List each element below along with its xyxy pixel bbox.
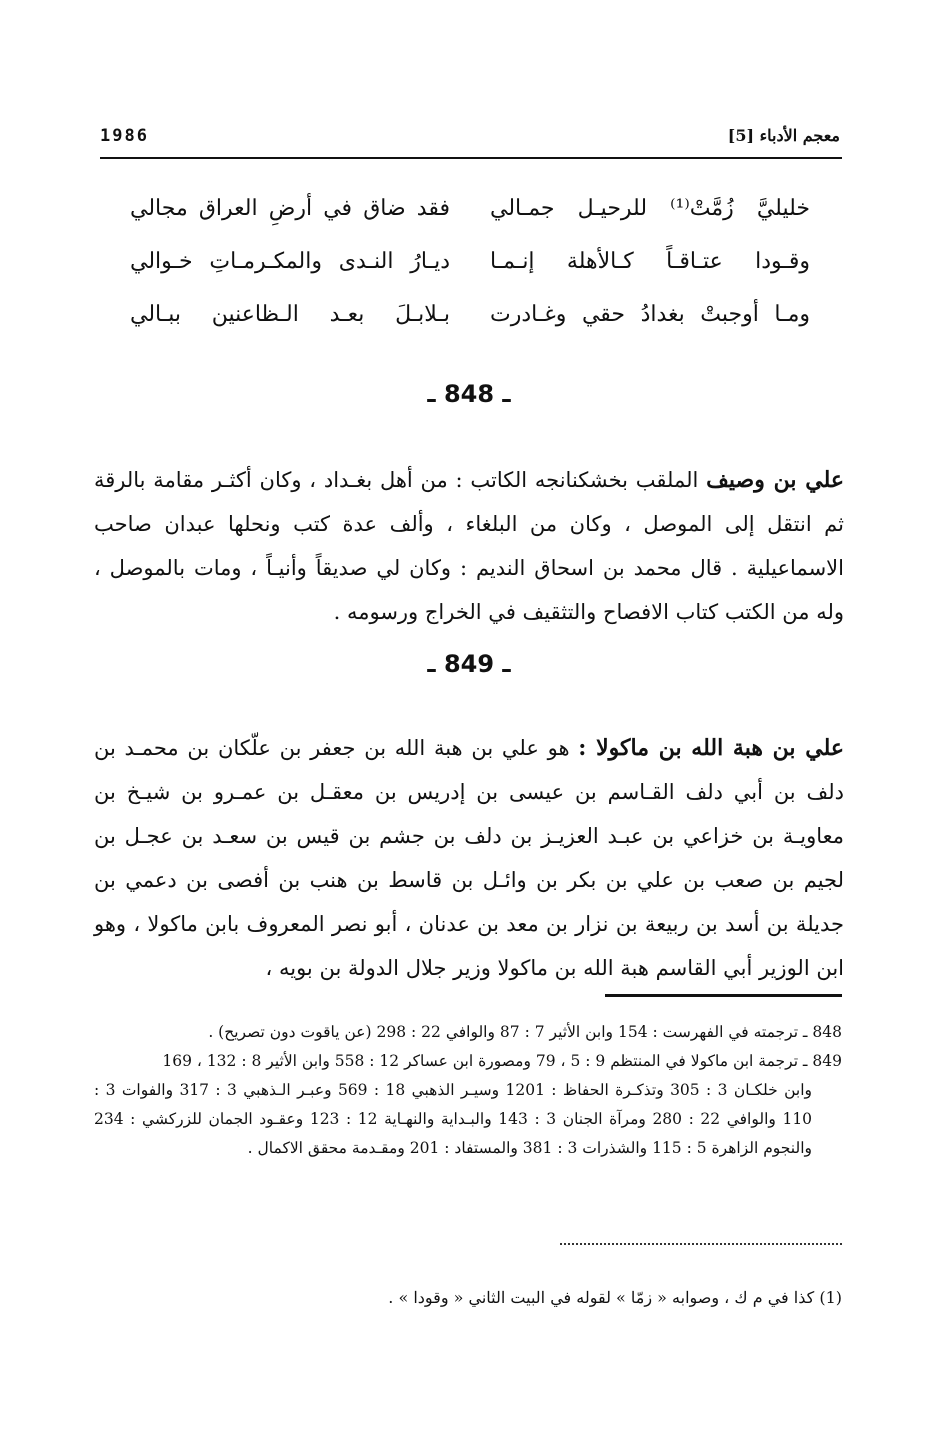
entry-body: الملقب بخشكنانجه الكاتب : من أهل بغـداد ، وكان أكثـر مقامة بالرقة ثم انتقل إلى الموصل ، وكان من البلغاء ، وألف عدة كتب ونحلها عبدان صاحب الاسماعيلية . قال محمد بن اسحاق النديم : وكان لي صديقاً وأنيـاً ، ومات بالموصل ، وله من الكتب كتاب الافصاح والتثقيف في الخراج ورسومه .: [94, 468, 844, 624]
book-title: معجم الأدباء [5]: [727, 126, 840, 145]
source-note: 849 ـ ترجمة ابن ماكولا في المنتظم 9 : 5 ، 79 ومصورة ابن عساكر 12 : 558 وابن الأثير 8 : 132 ، 169: [162, 1052, 842, 1070]
verse-first-hemistich: وقـودا عتـاقـاً كـالأهلة إنـمـا: [490, 249, 810, 274]
entry-text: [94, 726, 844, 990]
verse-first-hemistich: ومـا أوجبتْ بغدادُ حقي وغـادرت: [490, 302, 810, 327]
verse-second-hemistich: بـلابـلَ بعـد الـظاعنين ببـالي: [130, 302, 450, 327]
source-notes: [94, 1018, 842, 1163]
verse-second-hemistich: ديـارُ النـدى والمكـرمـاتِ خـوالي: [130, 249, 450, 274]
page-number: 1986: [100, 126, 149, 146]
source-note: 848 ـ ترجمته في الفهرست : 154 وابن الأثير 7 : 87 والوافي 22 : 298 (عن ياقوت دون تصريح) .: [208, 1023, 842, 1041]
entry-number: ـ 848 ـ: [427, 380, 511, 408]
entry-number: ـ 849 ـ: [427, 650, 511, 678]
verse-line: [130, 249, 810, 302]
running-head: [100, 126, 840, 156]
entry-name: علي بن هبة الله بن ماكولا :: [578, 735, 844, 761]
footnote-divider: [560, 1243, 842, 1245]
entry-text: [94, 458, 844, 634]
source-note-continuation: وابن خلكـان 3 : 305 وتذكـرة الحفاظ : 1201 وسيـر الذهبي 18 : 569 وعبـر الـذهبي 3 : 317 والفوات 3 : 110 والوافي 22 : 280 ومرآة الجنان 3 : 143 والبـداية والنهـاية 12 : 123 وعقـود الجمان للزركشي : 234 والنجوم الزاهرة 5 : 115 والشذرات 3 : 381 والمستفاد : 201 ومقـدمة محقق الاكمال .: [94, 1081, 813, 1157]
footnote: (1) كذا في م ك ، وصوابه « زمّا » لقوله في البيت الثاني « وقودا » .: [388, 1288, 842, 1307]
verse-first-hemistich: خليليَّ زُمَّتْ⁽¹⁾ للرحيـل جمـالي: [490, 196, 810, 221]
verse-line: [130, 196, 810, 249]
notes-divider: [605, 994, 842, 997]
entry-body: هو علي بن هبة الله بن جعفر بن علّكان بن محمـد بن دلف بن أبي دلف القـاسم بن عيسى بن إدريس بن معقـل بن عمـرو بن شيـخ بن معاويـة بن خزاعي بن عبـد العزيـز بن دلف بن جشم بن قيس بن سعـد بن عجـل بن لجيم بن صعب بن علي بن بكر بن وائـل بن قاسط بن هنب بن أفصى بن دعمي بن جديلة بن أسد بن ربيعة بن نزار بن معد بن عدنان ، أبو نصر المعروف بابن ماكولا ، وهو ابن الوزير أبي القاسم هبة الله بن ماكولا وزير جلال الدولة بن بويه ،: [94, 736, 844, 980]
header-rule: [100, 157, 842, 159]
verse-line: [130, 302, 810, 355]
entry-name: علي بن وصيف: [706, 467, 844, 493]
poem: [130, 196, 810, 355]
verse-second-hemistich: فقد ضاق في أرضِ العراق مجالي: [130, 196, 450, 221]
